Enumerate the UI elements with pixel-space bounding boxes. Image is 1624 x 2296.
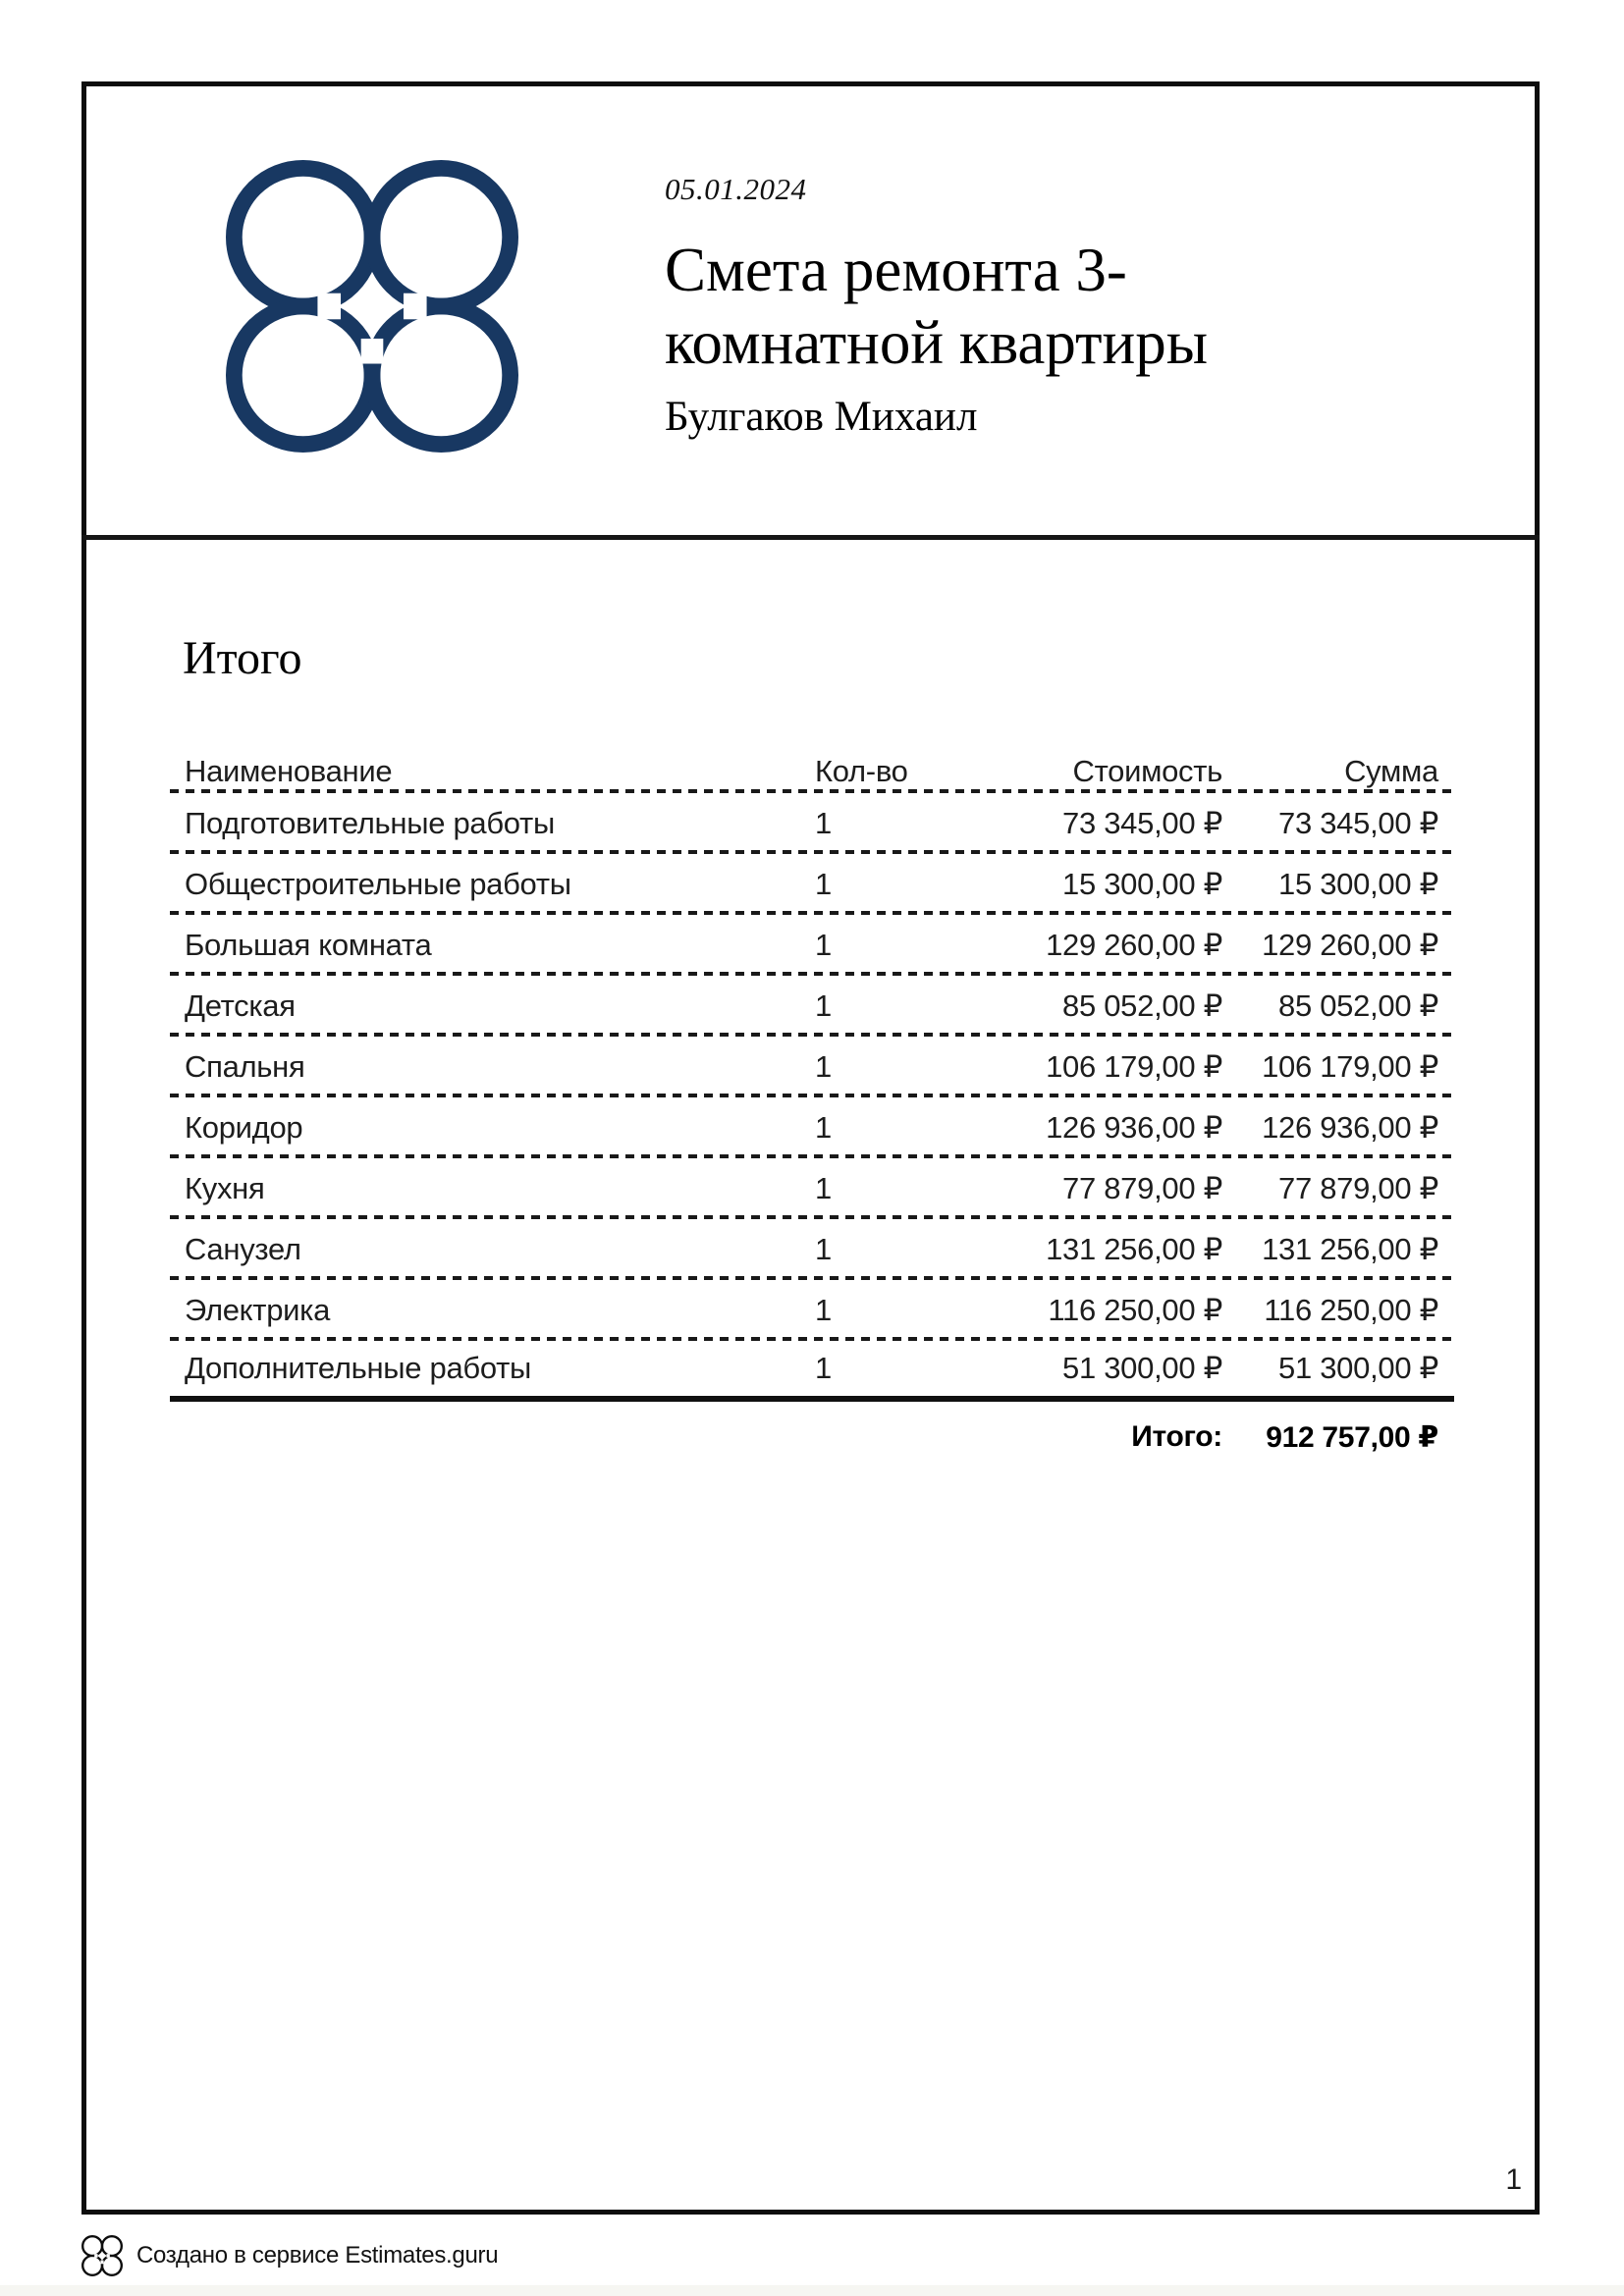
row-item-name: Детская [185,988,296,1023]
header-divider-line [81,535,1540,540]
row-quantity: 1 [815,928,832,962]
row-item-name: Подготовительные работы [185,806,555,840]
table-row [170,915,1454,976]
page-edge-strip [0,2285,1624,2296]
table-row [170,976,1454,1037]
table-row [170,1219,1454,1280]
row-price: 15 300,00 ₽ [1062,867,1222,901]
row-quantity: 1 [815,806,832,840]
clover-logo-icon [226,160,518,453]
row-item-name: Санузел [185,1232,301,1266]
column-header-quantity: Кол-во [815,754,908,788]
row-quantity: 1 [815,867,832,901]
row-sum: 131 256,00 ₽ [1262,1232,1438,1266]
row-item-name: Электрика [185,1293,331,1327]
client-name: Булгаков Михаил [665,394,978,440]
row-quantity: 1 [815,988,832,1023]
row-sum: 126 936,00 ₽ [1262,1110,1438,1145]
row-price: 131 256,00 ₽ [1046,1232,1222,1266]
table-row [170,1158,1454,1219]
row-price: 85 052,00 ₽ [1062,988,1222,1023]
row-sum: 73 345,00 ₽ [1278,806,1438,840]
column-header-name: Наименование [185,754,393,788]
row-item-name: Большая комната [185,928,432,962]
summary-table [170,752,1454,1455]
document-date: 05.01.2024 [665,172,807,206]
row-sum: 77 879,00 ₽ [1278,1171,1438,1205]
row-quantity: 1 [815,1351,832,1385]
total-value: 912 757,00 ₽ [1266,1421,1438,1454]
row-price: 106 179,00 ₽ [1046,1049,1222,1084]
table-row [170,793,1454,854]
header-logo [226,160,518,453]
column-header-price: Стоимость [1072,754,1222,788]
total-label: Итого: [1131,1420,1222,1453]
row-price: 73 345,00 ₽ [1062,806,1222,840]
footer [81,2235,498,2276]
table-row [170,1341,1454,1396]
totals-row [170,1420,1454,1455]
row-quantity: 1 [815,1293,832,1327]
row-sum: 51 300,00 ₽ [1278,1351,1438,1385]
row-sum: 106 179,00 ₽ [1262,1049,1438,1084]
row-price: 126 936,00 ₽ [1046,1110,1222,1145]
page-title: Смета ремонта 3-комнатной квартиры [665,236,1209,377]
row-price: 51 300,00 ₽ [1062,1351,1222,1385]
table-bottom-rule [170,1396,1454,1402]
row-quantity: 1 [815,1049,832,1084]
row-sum: 129 260,00 ₽ [1262,928,1438,962]
row-item-name: Кухня [185,1171,265,1205]
page-number: 1 [1505,2163,1522,2196]
row-price: 116 250,00 ₽ [1048,1293,1222,1327]
table-row [170,1037,1454,1097]
column-header-sum: Сумма [1344,754,1438,788]
table-header-row [170,752,1454,793]
row-item-name: Дополнительные работы [185,1351,531,1385]
table-row [170,1280,1454,1341]
row-sum: 15 300,00 ₽ [1278,867,1438,901]
footer-service-note: Создано в сервисе Estimates.guru [136,2242,499,2269]
section-heading: Итого [183,632,302,684]
row-item-name: Коридор [185,1110,303,1145]
row-price: 77 879,00 ₽ [1062,1171,1222,1205]
row-sum: 116 250,00 ₽ [1264,1293,1438,1327]
row-quantity: 1 [815,1232,832,1266]
clover-logo-icon [81,2235,123,2276]
footer-logo [81,2235,123,2276]
table-body [170,793,1454,1396]
row-quantity: 1 [815,1110,832,1145]
table-row [170,1097,1454,1158]
row-item-name: Общестроительные работы [185,867,571,901]
row-quantity: 1 [815,1171,832,1205]
row-sum: 85 052,00 ₽ [1278,988,1438,1023]
table-row [170,854,1454,915]
row-price: 129 260,00 ₽ [1046,928,1222,962]
row-item-name: Спальня [185,1049,305,1084]
